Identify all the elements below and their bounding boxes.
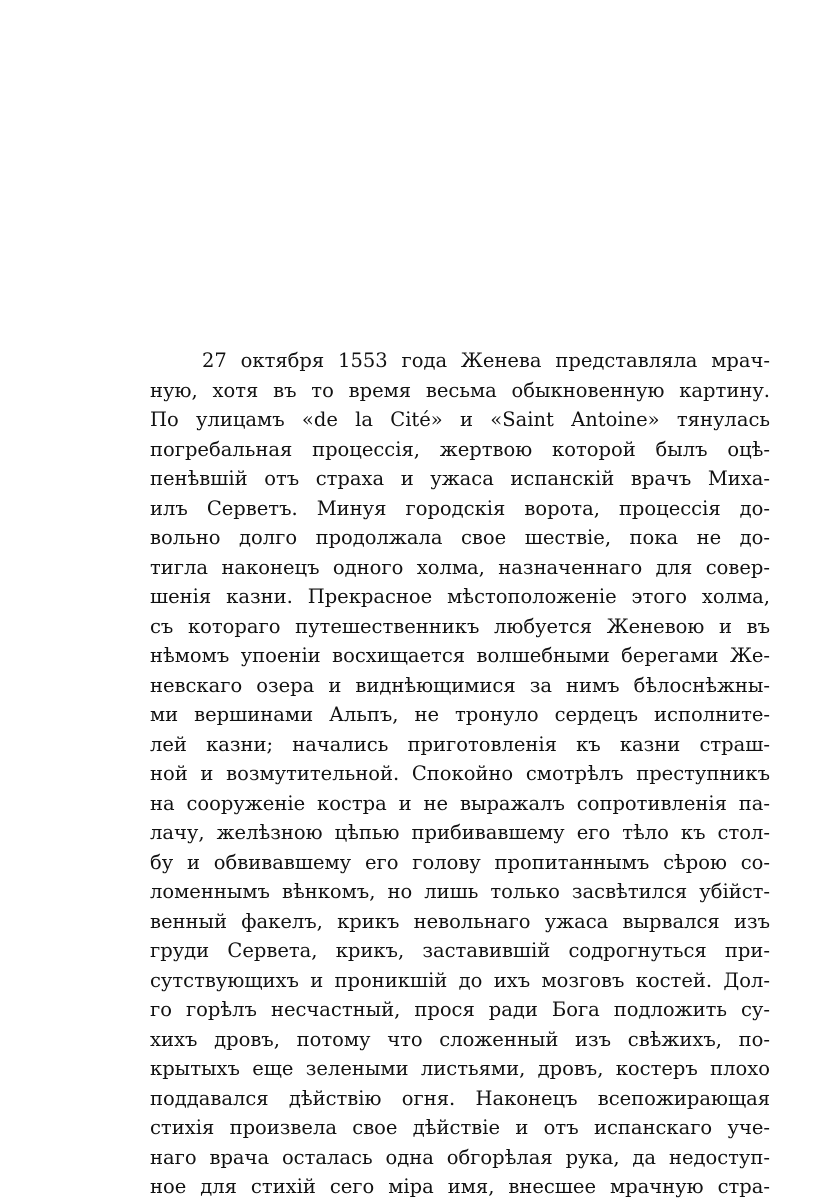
text-line: на сооруженіе костра и не выражалъ сопротивленія па-: [150, 791, 770, 815]
text-line: ми вершинами Альпъ, не тронуло сердецъ исполните-: [150, 703, 770, 726]
text-line: хихъ дровъ, потому что сложенный изъ свѣжихъ, по-: [150, 1027, 770, 1051]
text-line: илъ Серветъ. Минуя городскія ворота, процессія до-: [150, 496, 770, 520]
text-line: съ котораго путешественникъ любуется Женевою и въ: [150, 614, 770, 638]
text-line: тигла наконецъ одного холма, назначеннаго для совер-: [150, 555, 770, 579]
text-line: бу и обвивавшему его голову пропитаннымъ сѣрою со-: [150, 850, 770, 874]
text-line: го горѣлъ несчастный, прося ради Бога подложить су-: [150, 998, 770, 1021]
text-line: ной и возмутительной. Спокойно смотрѣлъ преступникъ: [150, 762, 770, 785]
text-line: наго врача осталась одна обгорѣлая рука, да недоступ-: [150, 1145, 770, 1169]
text-line: поддавался дѣйствію огня. Наконецъ всепожирающая: [150, 1086, 770, 1110]
text-line: груди Сервета, крикъ, заставившій содрогнуться при-: [150, 939, 770, 962]
body-paragraph: [150, 346, 770, 1202]
text-line: невскаго озера и виднѣющимися за нимъ бѣлоснѣжны-: [150, 673, 770, 697]
text-line: погребальная процессія, жертвою которой былъ оцѣ-: [150, 437, 770, 461]
text-line: лачу, желѣзною цѣпью прибивавшему его тѣло къ стол-: [150, 821, 770, 844]
text-line: стихія произвела свое дѣйствіе и отъ испанскаго уче-: [150, 1116, 770, 1139]
text-line: По улицамъ «de la Cité» и «Saint Antoine» тянулась: [150, 408, 770, 431]
text-line: 27 октября 1553 года Женева представляла мрач-: [202, 349, 770, 372]
text-line: пенѣвшій отъ страха и ужаса испанскій врачъ Миха-: [150, 467, 770, 490]
text-line: крытыхъ еще зелеными листьями, дровъ, костеръ плохо: [150, 1057, 770, 1080]
text-line: вольно долго продолжала свое шествіе, пока не до-: [150, 526, 770, 549]
text-line: ломеннымъ вѣнкомъ, но лишь только засвѣтился убійст-: [150, 880, 770, 903]
text-line: нѣмомъ упоеніи восхищается волшебными берегами Же-: [150, 644, 770, 667]
text-line: сутствующихъ и проникшій до ихъ мозговъ костей. Дол-: [150, 968, 770, 992]
text-line: ную, хотя въ то время весьма обыкновенную картину.: [150, 378, 770, 402]
text-line: лей казни; начались приготовленія къ казни страш-: [150, 732, 770, 756]
text-line: ное для стихій сего міра имя, внесшее мрачную стра-: [150, 1175, 770, 1198]
text-line: шенія казни. Прекрасное мѣстоположеніе этого холма,: [150, 585, 770, 608]
text-line: венный факелъ, крикъ невольнаго ужаса вырвался изъ: [150, 909, 770, 933]
